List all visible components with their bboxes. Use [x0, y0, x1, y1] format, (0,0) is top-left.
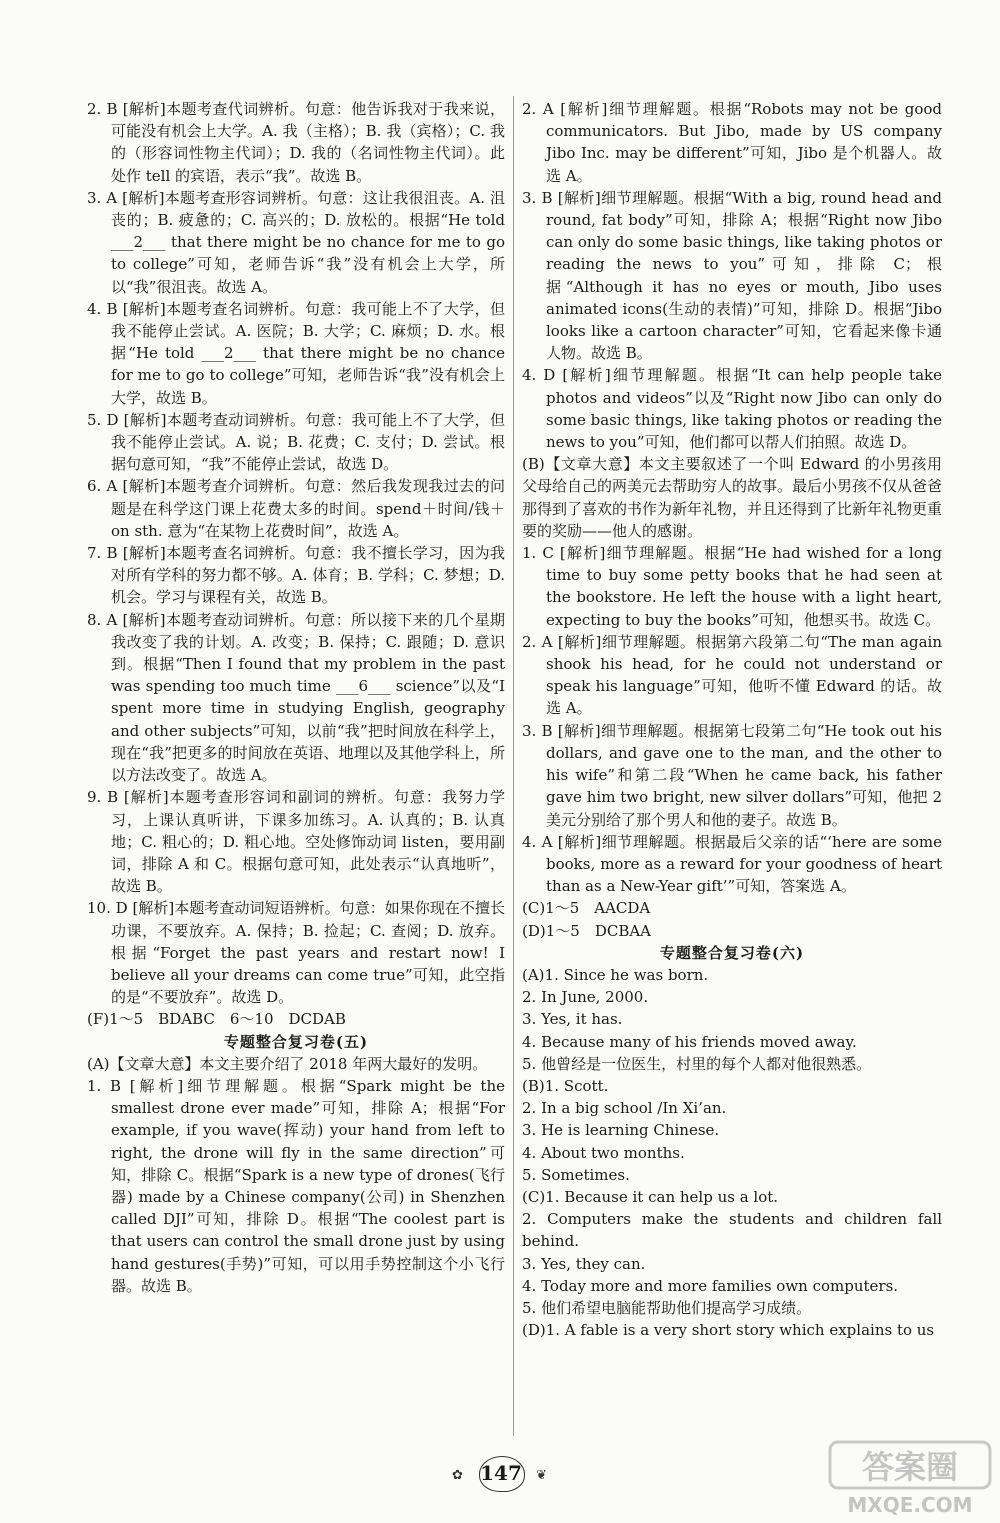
page-number: 147 [475, 1453, 527, 1493]
answer-line: 3. He is learning Chinese. [522, 1121, 720, 1140]
answer-line: (B)【文章大意】本文主要叙述了一个叫 Edward 的小男孩用父母给自己的两美元去帮助穷人的故事。最后小男孩不仅从爸爸那得到了喜欢的书作为新年礼物，并且还得到了比新年礼物更重要的奖励——他人的感谢。 [522, 455, 943, 540]
answer-item: 7. B [解析]本题考查名词辨析。句意：我不擅长学习，因为我对所有学科的努力都不够。A. 体育；B. 学科；C. 梦想；D. 机会。学习与课程有关，故选 B。 [87, 544, 505, 607]
answer-line: (C)1～5 AACDA [522, 899, 651, 918]
answer-line: 2. In June, 2000. [522, 988, 649, 1007]
answer-line: 5. 他们希望电脑能帮助他们提高学习成绩。 [522, 1298, 812, 1317]
answer-line: (B)1. Scott. [522, 1076, 609, 1095]
answer-line: 3. Yes, it has. [522, 1010, 623, 1029]
column-divider [513, 96, 514, 1436]
answer-item: 6. A [解析]本题考查介词辨析。句意：然后我发现我过去的问题是在科学这门课上花费太多的时间。spend＋时间/钱＋on sth. 意为“在某物上花费时间”，故选 A。 [87, 477, 505, 540]
answer-item: 4. A [解析]细节理解题。根据最后父亲的话“‘here are some books, more as a reward for your goodness of heart than as a New-Year gift’”可知，答案选 A。 [522, 832, 942, 896]
left-column [87, 98, 505, 1297]
answer-item: 5. D [解析]本题考查动词辨析。句意：我可能上不了大学，但我不能停止尝试。A. 说；B. 花费；C. 支付；D. 尝试。根据句意可知，“我”不能停止尝试，故选 D。 [87, 410, 505, 474]
answer-line: (A)1. Since he was born. [522, 965, 709, 984]
answer-item: 10. D [解析]本题考查动词短语辨析。句意：如果你现在不擅长功课，不要放弃。A. 保持；B. 捡起；C. 查阅；D. 放弃。根据“Forget the past years and restart now! I believe all your dreams can come true”可知，此空指的是“不要放弃”。故选 D。 [87, 899, 505, 1007]
answer-line: (F)1～5 BDABC 6～10 DCDAB [87, 1010, 346, 1029]
answer-line: 5. Sometimes. [522, 1165, 630, 1184]
right-ornament-icon: ❦ [536, 1468, 547, 1483]
answer-line: 4. About two months. [522, 1143, 685, 1162]
answer-item: 8. A [解析]本题考查动词辨析。句意：所以接下来的几个星期我改变了我的计划。A. 改变；B. 保持；C. 跟随；D. 意识到。根据“Then I found that my problem in the past was spending too much time ___6___ science”以及“I spent more time in studying English, geography and other subjects”可知，以前“我”把时间放在科学上，现在“我”把更多的时间放在英语、地理以及其他学科上，所以方法改变了。故选 A。 [87, 610, 505, 785]
answer-line: (D)1. A fable is a very short story which explains to us [522, 1321, 935, 1340]
answer-line: (D)1～5 DCBAA [522, 921, 652, 940]
answer-line: 4. Because many of his friends moved away. [522, 1032, 857, 1051]
answer-line: (C)1. Because it can help us a lot. [522, 1187, 779, 1206]
watermark-logo [828, 1438, 993, 1518]
answer-line: 5. 他曾经是一位医生，村里的每个人都对他很熟悉。 [522, 1054, 872, 1073]
section-heading: 专题整合复习卷(六) [659, 943, 805, 962]
watermark-text-en: MXQE.COM [847, 1493, 973, 1517]
answer-item: 4. D [解析]细节理解题。根据“It can help people take photos and videos”以及“Right now Jibo can only do some basic things, like taking photos or reading the news to you”可知，他们都可以帮人们拍照。故选 D。 [522, 366, 942, 452]
answer-line: 2. Computers make the students and children fall behind. [522, 1210, 942, 1251]
left-ornament-icon: ✿ [452, 1468, 463, 1483]
answer-line: 3. Yes, they can. [522, 1254, 646, 1273]
answer-item: 1. B [解析]细节理解题。根据“Spark might be the smallest drone ever made”可知，排除 A；根据“For example, if you wave(挥动) your hand from left to right, the drone will fly in the same direction”可知，排除 C。根据“Spark is a new type of drones(飞行器) made by a Chinese company(公司) in Shenzhen called DJI”可知，排除 D。根据“The coolest part is that users can control the small drone just by using hand gestures(手势)”可知，可以用手势控制这个小飞行器。故选 B。 [87, 1076, 505, 1295]
answer-item: 3. B [解析]细节理解题。根据第七段第二句“He took out his dollars, and gave one to the man, and the other to his wife”和第二段“When he came back, his father gave him two bright, new silver dollars”可知，他把 2 美元分别给了那个男人和他的妻子。故选 B。 [522, 721, 942, 829]
answer-line: (A)【文章大意】本文主要介绍了 2018 年两大最好的发明。 [87, 1054, 488, 1073]
watermark-text-cn: 答案圈 [861, 1448, 959, 1486]
answer-line: 2. In a big school /In Xi’an. [522, 1099, 727, 1118]
right-column [522, 98, 942, 1341]
section-heading: 专题整合复习卷(五) [223, 1032, 369, 1051]
answer-item: 3. B [解析]细节理解题。根据“With a big, round head and round, fat body”可知，排除 A；根据“Right now Jibo can only do some basic things, like taking photos or reading the news to you”可知，排除 C；根据“Although it has no eyes or mouth, Jibo uses animated icons(生动的表情)”可知，排除 D。根据“Jibo looks like a cartoon character”可知，它看起来像卡通人物。故选 B。 [522, 188, 942, 363]
answer-item: 2. B [解析]本题考查代词辨析。句意：他告诉我对于我来说，可能没有机会上大学。A. 我（主格）；B. 我（宾格）；C. 我的（形容词性物主代词）；D. 我的（名词性物主代词）。此处作 tell 的宾语，表示“我”。故选 B。 [87, 100, 505, 185]
answer-item: 1. C [解析]细节理解题。根据“He had wished for a long time to buy some petty books that he had seen at the bookstore. He left the house with a light heart, expecting to buy the books”可知，他想买书。故选 C。 [522, 544, 942, 629]
answer-item: 9. B [解析]本题考查形容词和副词的辨析。句意：我努力学习，上课认真听讲，下课多加练习。A. 认真的；B. 认真地；C. 粗心的；D. 粗心地。空处修饰动词 listen，要用副词，排除 A 和 C。根据句意可知，此处表示“认真地听”，故选 B。 [87, 788, 505, 896]
answer-item: 3. A [解析]本题考查形容词辨析。句意：这让我很沮丧。A. 沮丧的；B. 疲惫的；C. 高兴的；D. 放松的。根据“He told ___2___ that there might be no chance for me to go to college”可知，老师告诉“我”没有机会上大学，所以“我”很沮丧。故选 A。 [87, 188, 505, 296]
answer-line: 4. Today more and more families own computers. [522, 1276, 899, 1295]
answer-item: 2. A [解析]细节理解题。根据第六段第二句“The man again shook his head, for he could not understand or speak his language”可知，他听不懂 Edward 的话。故选 A。 [522, 632, 942, 718]
answer-item: 4. B [解析]本题考查名词辨析。句意：我可能上不了大学，但我不能停止尝试。A. 医院；B. 大学；C. 麻烦；D. 水。根据“He told ___2___ that there might be no chance for me to go to college”可知，老师告诉“我”没有机会上大学，故选 B。 [87, 299, 505, 407]
answer-item: 2. A [解析]细节理解题。根据“Robots may not be good communicators. But Jibo, made by US company Jibo Inc. may be different”可知，Jibo 是个机器人。故选 A。 [522, 100, 942, 185]
